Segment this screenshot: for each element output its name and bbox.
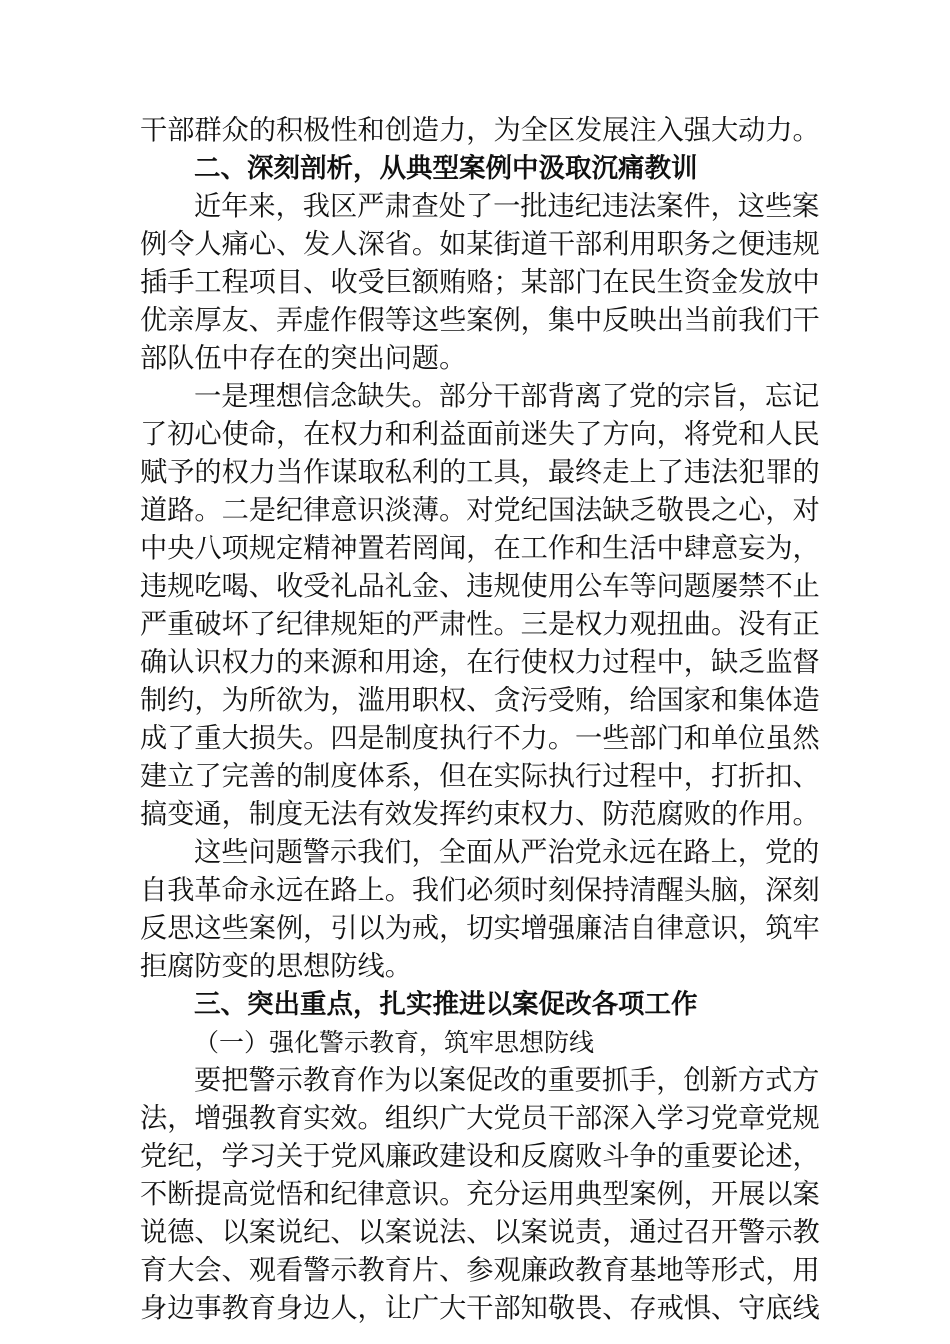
- body-line: 道路。二是纪律意识淡薄。对党纪国法缺乏敬畏之心，对: [140, 495, 820, 526]
- body-line: 育大会、观看警示教育片、参观廉政教育基地等形式，用: [140, 1255, 820, 1286]
- section-heading: 三、突出重点，扎实推进以案促改各项工作: [194, 989, 698, 1020]
- body-line: 违规吃喝、收受礼品礼金、违规使用公车等问题屡禁不止: [140, 571, 820, 602]
- body-line: 制约，为所欲为，滥用职权、贪污受贿，给国家和集体造: [140, 685, 820, 716]
- body-line: 严重破坏了纪律规矩的严肃性。三是权力观扭曲。没有正: [140, 609, 820, 640]
- body-line: 了初心使命，在权力和利益面前迷失了方向，将党和人民: [140, 419, 820, 450]
- body-line: 法，增强教育实效。组织广大党员干部深入学习党章党规: [140, 1103, 820, 1134]
- paragraph-first-line: 这些问题警示我们，全面从严治党永远在路上，党的: [194, 837, 820, 868]
- body-line: 中央八项规定精神置若罔闻，在工作和生活中肆意妄为，: [140, 533, 820, 564]
- body-line: 部队伍中存在的突出问题。: [140, 343, 467, 374]
- subsection-heading: （一）强化警示教育，筑牢思想防线: [194, 1028, 595, 1057]
- body-line: 身边事教育身边人，让广大干部知敬畏、存戒惧、守底线: [140, 1293, 820, 1324]
- section-heading: 二、深刻剖析，从典型案例中汲取沉痛教训: [194, 153, 698, 184]
- body-line: 例令人痛心、发人深省。如某街道干部利用职务之便违规: [140, 229, 820, 260]
- body-line: 插手工程项目、收受巨额贿赂；某部门在民生资金发放中: [140, 267, 820, 298]
- body-line: 自我革命永远在路上。我们必须时刻保持清醒头脑，深刻: [140, 875, 820, 906]
- body-line: 确认识权力的来源和用途，在行使权力过程中，缺乏监督: [140, 647, 820, 678]
- body-line: 建立了完善的制度体系，但在实际执行过程中，打折扣、: [140, 761, 820, 792]
- body-line: 不断提高觉悟和纪律意识。充分运用典型案例，开展以案: [140, 1179, 820, 1210]
- paragraph-first-line: 近年来，我区严肃查处了一批违纪违法案件，这些案: [194, 191, 820, 222]
- body-line: 拒腐防变的思想防线。: [140, 951, 412, 982]
- body-line: 搞变通，制度无法有效发挥约束权力、防范腐败的作用。: [140, 799, 820, 830]
- body-line: 赋予的权力当作谋取私利的工具，最终走上了违法犯罪的: [140, 457, 820, 488]
- body-line: 说德、以案说纪、以案说法、以案说责，通过召开警示教: [140, 1217, 820, 1248]
- body-line: 成了重大损失。四是制度执行不力。一些部门和单位虽然: [140, 723, 820, 754]
- body-line: 干部群众的积极性和创造力，为全区发展注入强大动力。: [140, 115, 820, 146]
- body-line: 优亲厚友、弄虚作假等这些案例，集中反映出当前我们干: [140, 305, 820, 336]
- body-line: 反思这些案例，引以为戒，切实增强廉洁自律意识，筑牢: [140, 913, 820, 944]
- paragraph-first-line: 一是理想信念缺失。部分干部背离了党的宗旨，忘记: [194, 381, 820, 412]
- body-line: 党纪，学习关于党风廉政建设和反腐败斗争的重要论述，: [140, 1141, 820, 1172]
- paragraph-first-line: 要把警示教育作为以案促改的重要抓手，创新方式方: [194, 1065, 820, 1096]
